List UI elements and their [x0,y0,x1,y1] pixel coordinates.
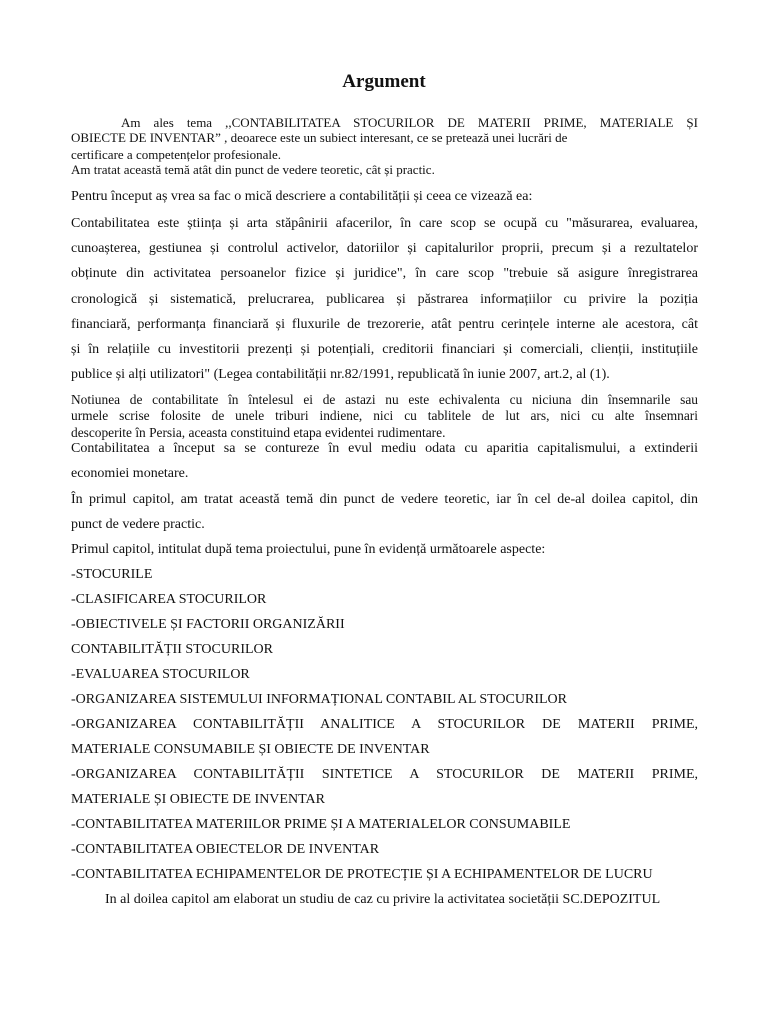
text-line: Contabilitatea a început sa se contureze în evul mediu odata cu aparitia capitalismului, a extinderii [71,441,698,456]
text-line: obținute din activitatea persoanelor fizice și juridice", în care scop "trebuie să asigure înregistrarea [71,266,698,281]
text-line: Pentru început aș vrea sa fac o mică descriere a contabilității și ceea ce vizează ea: [71,189,533,204]
list-item: -EVALUAREA STOCURILOR [71,667,250,682]
text-line: În primul capitol, am tratat această temă din punct de vedere teoretic, iar în cel de-al doilea capitol, din [71,492,698,507]
text-line: urmele scrise folosite de unele triburi indiene, nici cu tablitele de lut ars, nici cu alte însemnari [71,408,698,423]
text-line: Am ales tema ,,CONTABILITATEA STOCURILOR DE MATERII PRIME, MATERIALE ȘI [121,115,698,130]
text-line: cronologică și sistematică, prelucrarea, publicarea și păstrarea informațiilor cu privire la poziția [71,292,698,307]
text-line: OBIECTE DE INVENTAR” , deoarece este un subiect interesant, ce se pretează unei lucrări de [71,130,568,145]
list-item: -OBIECTIVELE ȘI FACTORII ORGANIZĂRII [71,617,345,632]
text-line: financiară, performanța financiară și fluxurile de trezorerie, atât pentru cerințele interne ale acestora, cât [71,317,698,332]
document-title: Argument [342,71,426,92]
list-item: CONTABILITĂȚII STOCURILOR [71,642,273,657]
text-line: Primul capitol, intitulat după tema proiectului, pune în evidență următoarele aspecte: [71,542,546,557]
text-line: descoperite în Persia, aceasta constituind etapa evidentei rudimentare. [71,425,446,440]
text-line: Am tratat această temă atât din punct de vedere teoretic, cât și practic. [71,162,435,177]
text-line: cunoașterea, gestiunea și controlul activelor, datoriilor și capitalurilor proprii, precum și a rezultatelor [71,241,698,256]
list-item: MATERIALE CONSUMABILE ȘI OBIECTE DE INVENTAR [71,742,430,757]
list-item: -CONTABILITATEA OBIECTELOR DE INVENTAR [71,842,380,857]
text-line: și în relațiile cu investitorii prezenți și potențiali, creditorii financiari și comerciali, clienții, instituțiile [71,342,698,357]
text-line: Notiunea de contabilitate în întelesul ei de astazi nu este echivalenta cu niciuna din însemnarile sau [71,392,698,407]
list-item: -ORGANIZAREA SISTEMULUI INFORMAȚIONAL CONTABIL AL STOCURILOR [71,692,568,707]
text-line: punct de vedere practic. [71,517,205,532]
text-line: In al doilea capitol am elaborat un studiu de caz cu privire la activitatea societății SC.DEPOZITUL [105,892,661,907]
text-line: Contabilitatea este știința și arta stăpânirii afacerilor, în care scop se ocupă cu "măsurarea, evaluarea, [71,216,698,231]
list-item: -CONTABILITATEA ECHIPAMENTELOR DE PROTECȚIE ȘI A ECHIPAMENTELOR DE LUCRU [71,867,653,882]
text-line: publice și alți utilizatori" (Legea contabilității nr.82/1991, republicată în iunie 2007, art.2, al (1). [71,367,610,382]
list-item: -STOCURILE [71,567,153,582]
list-item: -CLASIFICAREA STOCURILOR [71,592,267,607]
list-item: -ORGANIZAREA CONTABILITĂȚII ANALITICE A STOCURILOR DE MATERII PRIME, [71,717,698,732]
list-item: -CONTABILITATEA MATERIILOR PRIME ȘI A MATERIALELOR CONSUMABILE [71,817,571,832]
list-item: -ORGANIZAREA CONTABILITĂȚII SINTETICE A STOCURILOR DE MATERII PRIME, [71,767,698,782]
text-line: certificare a competențelor profesionale. [71,147,282,162]
list-item: MATERIALE ȘI OBIECTE DE INVENTAR [71,792,325,807]
text-line: economiei monetare. [71,466,189,481]
